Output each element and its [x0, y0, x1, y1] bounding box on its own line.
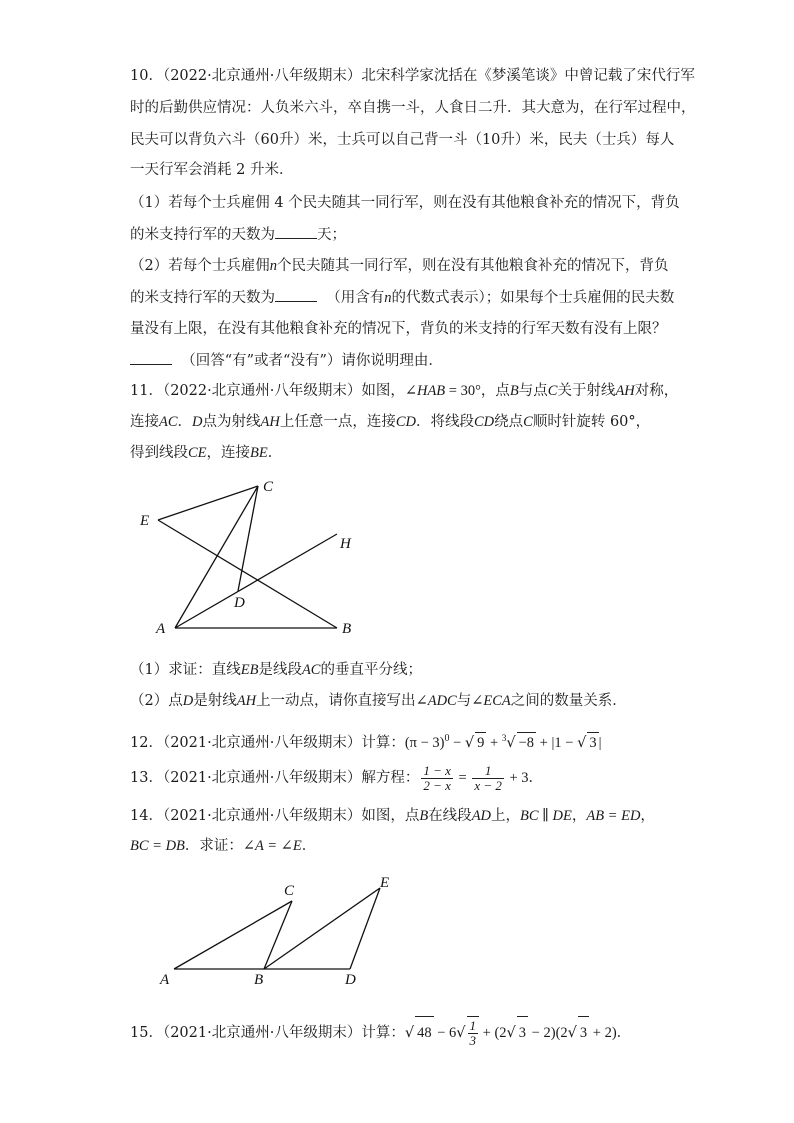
question-source: （2022·北京通州·八年级期末）	[162, 68, 362, 84]
q13-line: 13．（2021·北京通州·八年级期末）解方程： $\frac{1 - x}{2 - x}$ = $\frac{1}{x - 2}$ + 3．	[130, 762, 544, 793]
point-label-C: C	[263, 479, 274, 495]
q10-line4: 一天行军会消耗 2 升米．	[130, 162, 294, 178]
segment-CD	[238, 486, 258, 591]
q10-part2-line4: （回答“有”或者“没有”）请你说明理由．	[130, 350, 443, 371]
q11-line1: 11．（2022·北京通州·八年级期末）如图，∠HAB = 30°，点B与点C关于射线AH对称，	[130, 383, 679, 399]
q14-geometry-figure	[150, 868, 410, 993]
fraction: $\frac{1}{3}$	[469, 1018, 477, 1049]
q10-part2-line2: 的米支持行军的天数为 （用含有n的代数式表示）；如果每个士兵雇佣的民夫数	[130, 287, 674, 308]
segment-ED	[350, 888, 380, 969]
answer-blank[interactable]	[275, 287, 317, 302]
q10-part2-line3: 量没有上限，在没有其他粮食补充的情况下，背负的米支持的行军天数有没有上限？	[130, 321, 667, 337]
point-label-E: E	[380, 875, 390, 891]
segment-BE	[264, 888, 380, 969]
fraction: $\frac{1}{x - 2}$	[474, 762, 502, 793]
question-source: （2021·北京通州·八年级期末）	[162, 734, 362, 751]
question-source: （2021·北京通州·八年级期末）	[162, 770, 362, 786]
question-number: 15．	[130, 1025, 163, 1041]
question-source: （2021·北京通州·八年级期末）	[162, 1025, 362, 1041]
q11-part2: （2）点D是射线AH上一动点，请你直接写出∠ADC与∠ECA之间的数量关系．	[130, 693, 627, 709]
question-number: 14．	[130, 808, 163, 824]
segment-AC	[175, 486, 258, 628]
point-label-D: D	[345, 972, 356, 988]
point-label-E: E	[140, 513, 150, 529]
point-label-H: H	[340, 536, 351, 552]
q10-line3: 民夫可以背负六斗（60升）米，士兵可以自己背一斗（10升）米，民夫（士兵）每人	[130, 132, 675, 148]
answer-blank[interactable]	[275, 224, 317, 239]
q12-line: 12．（2021·北京通州·八年级期末）计算：$(\pi - 3)^0$ − √ 9 + $^3$√ −8 + |1 − √ 3 |	[130, 733, 602, 751]
segment-CE	[158, 486, 258, 520]
point-label-C: C	[284, 883, 295, 899]
q14-line1: 14．（2021·北京通州·八年级期末）如图，点B在线段AD上，BC ∥ DE，AB = ED，	[130, 808, 655, 824]
fraction: $\frac{1 - x}{2 - x}$	[423, 762, 451, 793]
point-label-B: B	[342, 621, 352, 637]
question-number: 11．	[130, 383, 163, 399]
q11-line3: 得到线段CE，连接BE．	[130, 445, 283, 461]
question-number: 13．	[130, 770, 163, 786]
point-label-A: A	[156, 621, 166, 637]
question-number: 12．	[130, 734, 163, 751]
q11-part1: （1）求证：直线EB是线段AC的垂直平分线；	[130, 662, 422, 678]
q15-line: 15．（2021·北京通州·八年级期末）计算：√ 48 − 6√ $\frac{1}{3}$ + (2√ 3 − 2)(2√ 3 + 2)．	[130, 1016, 631, 1049]
q10-part1-line2: 的米支持行军的天数为 天；	[130, 224, 346, 245]
question-number: 10．	[130, 68, 163, 84]
question-source: （2021·北京通州·八年级期末）	[162, 808, 362, 824]
answer-blank[interactable]	[130, 350, 172, 365]
q11-geometry-figure	[130, 470, 370, 645]
q10-part2-line1: （2）若每个士兵雇佣n个民夫随其一同行军，则在没有其他粮食补充的情况下，背负	[130, 258, 669, 274]
q10-line2: 时的后勤供应情况：人负米六斗，卒自携一斗，人食日二升．其大意为，在行军过程中，	[130, 100, 696, 116]
question-source: （2022·北京通州·八年级期末）	[162, 383, 362, 399]
sqrt-fraction	[467, 1016, 480, 1049]
point-label-D: D	[234, 595, 245, 611]
segment-AC	[174, 901, 292, 969]
q11-line2: 连接AC．D点为射线AH上任意一点，连接CD．将线段CD绕点C顺时针旋转 60°，	[130, 414, 651, 430]
q14-line2: BC = DB．求证：∠A = ∠E．	[130, 838, 317, 854]
q10-part1-line1: （1）若每个士兵雇佣 4 个民夫随其一同行军，则在没有其他粮食补充的情况下，背负	[130, 195, 680, 211]
point-label-B: B	[254, 972, 264, 988]
q10-line1: 10．（2022·北京通州·八年级期末）北宋科学家沈括在《梦溪笔谈》中曾记载了宋代行军	[130, 68, 695, 84]
point-label-A: A	[160, 972, 170, 988]
